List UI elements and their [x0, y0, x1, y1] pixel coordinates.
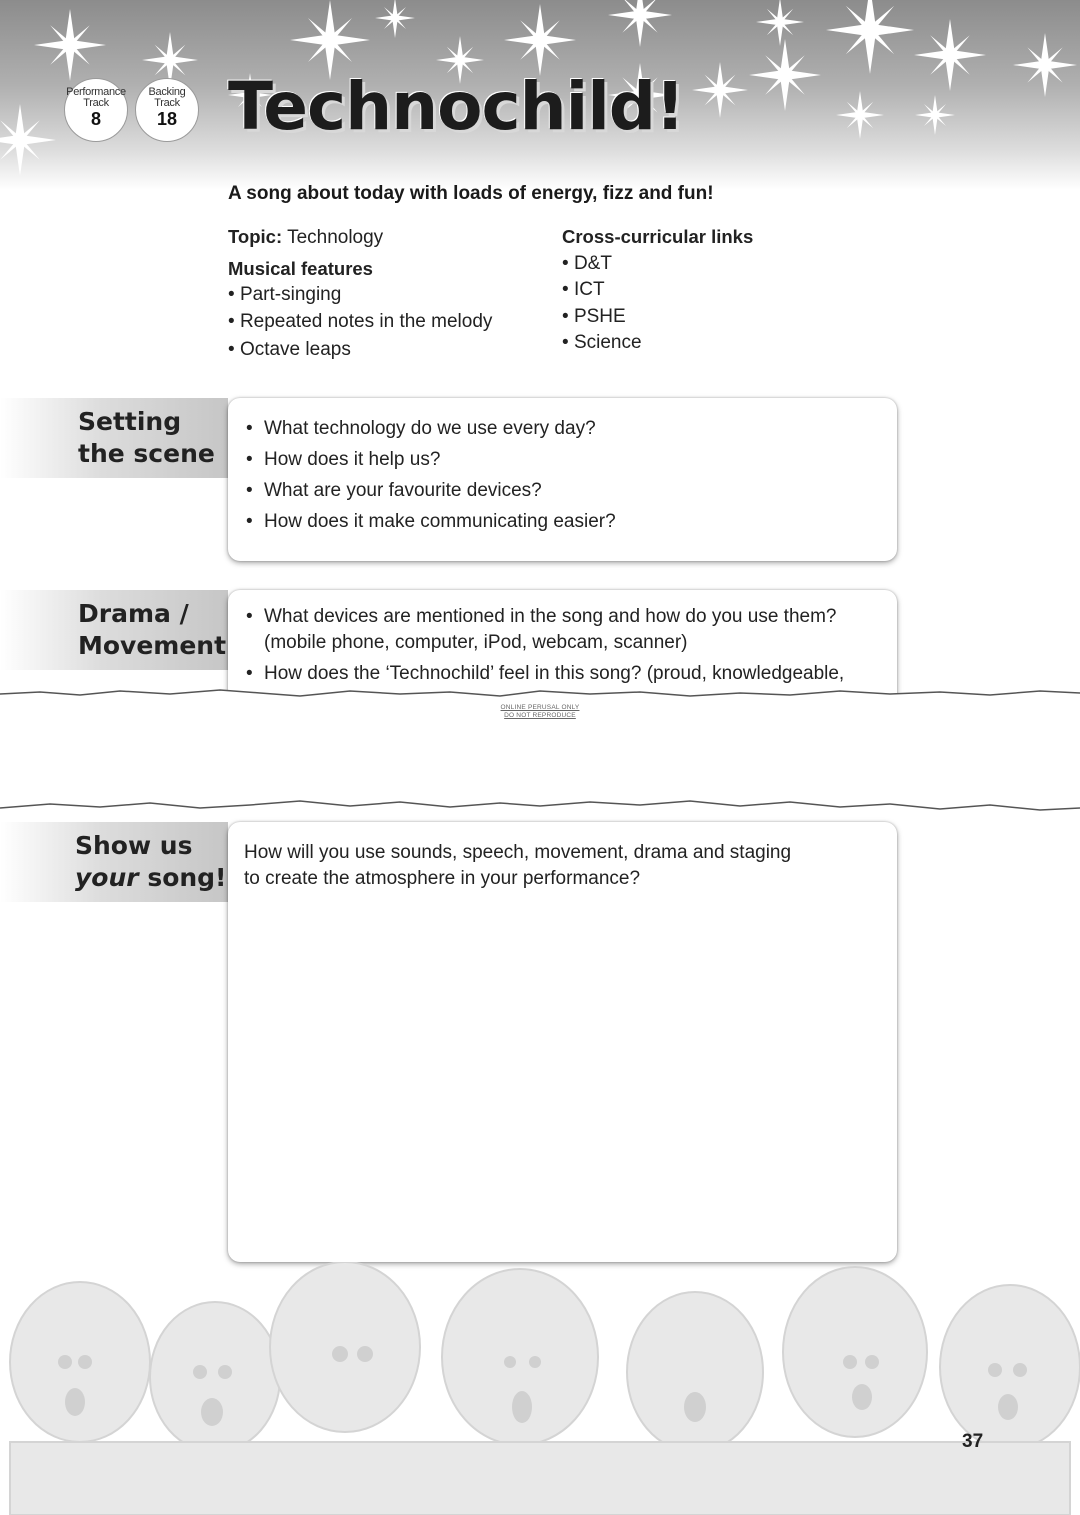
section-heading-line: Setting — [78, 407, 182, 436]
list-item: • How does the ‘Technochild’ feel in this song? (proud, knowledgeable, — [244, 661, 867, 687]
list-item: • ICT — [562, 279, 605, 300]
badge-label: Track — [154, 97, 180, 109]
backing-track-badge — [135, 78, 199, 142]
page-number: 37 — [962, 1431, 984, 1452]
badge-label: Performance — [66, 86, 126, 98]
question-list — [244, 604, 867, 687]
singing-children-illustration — [0, 1262, 1080, 1515]
badge-number: 18 — [156, 109, 178, 129]
prompt-text: How will you use sounds, speech, movement, drama and staging to create the atmosphere in your performance? — [244, 842, 792, 889]
performance-track-badge — [64, 78, 128, 142]
list-item: • Part-singing — [228, 284, 342, 305]
topic-value: Technology — [287, 227, 384, 248]
topic-and-features — [228, 224, 492, 364]
list-item: • PSHE — [562, 305, 626, 327]
list-item: • D&T — [562, 252, 612, 274]
list-item: • What devices are mentioned in the song and how do you use them? (mobile phone, computer, iPod, webcam, scanner) — [244, 604, 867, 656]
section-heading-line: Movement — [78, 631, 227, 660]
song-tagline: A song about today with loads of energy, fizz and fun! — [228, 183, 714, 204]
show-us-your-song-label — [0, 822, 228, 902]
cross-curricular-links — [562, 224, 753, 357]
badge-number: 8 — [90, 109, 101, 129]
section-heading-line: Drama / — [78, 599, 189, 628]
online-perusal-watermark: ONLINE PERUSAL ONLY DO NOT REPRODUCE — [500, 704, 580, 719]
list-item: • How does it help us? — [244, 447, 867, 473]
list-item: • How does it make communicating easier? — [244, 509, 867, 535]
topic-label: Topic: — [228, 226, 283, 247]
cross-curricular-heading: Cross-curricular links — [562, 226, 754, 247]
section-heading-line: your song! — [75, 863, 227, 892]
musical-features-heading: Musical features — [228, 257, 373, 279]
question-list — [244, 416, 867, 535]
section-heading-line: Show us — [75, 831, 193, 860]
badge-label: Track — [83, 97, 109, 109]
list-item: • What technology do we use every day? — [244, 416, 867, 442]
list-item: • Science — [562, 332, 642, 353]
list-item: • Repeated notes in the melody — [228, 310, 493, 332]
section-heading-line: the scene — [78, 439, 215, 468]
list-item: • Octave leaps — [228, 339, 351, 360]
page-title: Technochild! — [228, 68, 685, 145]
setting-the-scene-panel — [228, 398, 897, 561]
show-us-your-song-panel — [228, 822, 897, 1262]
badge-label: Backing — [148, 86, 186, 98]
drama-movement-label — [0, 590, 228, 670]
topic-line — [228, 224, 492, 251]
list-item: • What are your favourite devices? — [244, 478, 867, 504]
setting-the-scene-label — [0, 398, 228, 478]
